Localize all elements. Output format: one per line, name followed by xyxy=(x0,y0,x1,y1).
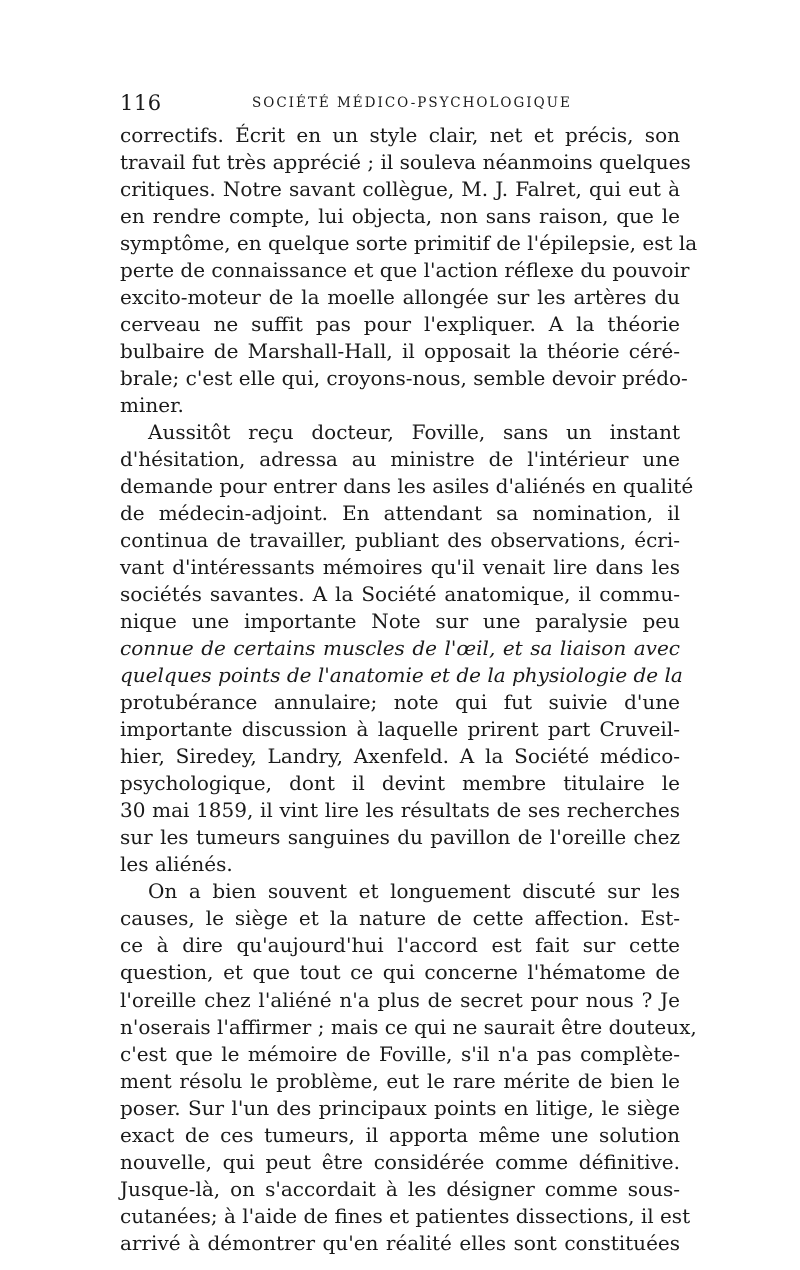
text-line: correctifs. Écrit en un style clair, net et précis, son xyxy=(120,123,680,147)
text-line: nouvelle, qui peut être considérée comme définitive. xyxy=(120,1149,680,1174)
text-line: cutanées; à l'aide de fines et patientes dissections, il est xyxy=(120,1203,691,1228)
text-line: d'hésitation, adressa au ministre de l'intérieur une xyxy=(120,447,680,472)
text-line: On a bien souvent et longuement discuté sur les xyxy=(148,879,680,904)
text-line: n'oserais l'affirmer ; mais ce qui ne saurait être douteux, xyxy=(120,1014,697,1039)
text-line: critiques. Notre savant collègue, M. J. Falret, qui eut à xyxy=(120,177,680,202)
text-line: ce à dire qu'aujourd'hui l'accord est fait sur cette xyxy=(120,933,680,958)
text-line: Jusque-là, on s'accordait à les désigner comme sous- xyxy=(120,1176,680,1201)
text-line: poser. Sur l'un des principaux points en litige, le siège xyxy=(120,1095,680,1120)
text-line: de médecin-adjoint. En attendant sa nomination, il xyxy=(120,501,680,526)
text-line: hier, Siredey, Landry, Axenfeld. A la Société médico- xyxy=(120,744,680,769)
text-line: importante discussion à laquelle prirent part Cruveil- xyxy=(120,717,680,742)
text-line: ment résolu le problème, eut le rare mérite de bien le xyxy=(120,1068,680,1093)
text-line: travail fut très apprécié ; il souleva néanmoins quelques xyxy=(120,150,691,175)
text-line: l'oreille chez l'aliéné n'a plus de secret pour nous ? Je xyxy=(120,987,680,1012)
text-line: bulbaire de Marshall-Hall, il opposait la théorie céré- xyxy=(120,339,680,364)
text-line: sociétés savantes. A la Société anatomique, il commu- xyxy=(120,582,680,607)
text-line: cerveau ne suffit pas pour l'expliquer. A la théorie xyxy=(120,312,680,337)
text-line: sur les tumeurs sanguines du pavillon de l'oreille chez xyxy=(120,825,680,850)
text-line: question, et que tout ce qui concerne l'hématome de xyxy=(120,960,680,985)
running-title: SOCIÉTÉ MÉDICO-PSYCHOLOGIQUE xyxy=(252,95,572,111)
text-line: connue de certains muscles de l'œil, et sa liaison avec xyxy=(120,636,680,661)
text-line: quelques points de l'anatomie et de la physiologie de la xyxy=(120,663,683,688)
text-line: brale; c'est elle qui, croyons-nous, semble devoir prédo- xyxy=(120,366,688,391)
text-line: c'est que le mémoire de Foville, s'il n'a pas complète- xyxy=(120,1041,680,1066)
page-number: 116 xyxy=(120,91,162,115)
page-header xyxy=(120,88,680,122)
text-line: perte de connaissance et que l'action réflexe du pouvoir xyxy=(120,258,690,283)
text-line: symptôme, en quelque sorte primitif de l'épilepsie, est la xyxy=(120,231,698,256)
text-line: les aliénés. xyxy=(120,852,233,877)
body-text xyxy=(120,122,698,1257)
text-line: Aussitôt reçu docteur, Foville, sans un instant xyxy=(148,420,680,445)
text-line: causes, le siège et la nature de cette affection. Est- xyxy=(120,906,680,931)
text-line: arrivé à démontrer qu'en réalité elles sont constituées xyxy=(120,1230,680,1255)
text-line: protubérance annulaire; note qui fut suivie d'une xyxy=(120,690,680,715)
text-line: 30 mai 1859, il vint lire les résultats de ses recherches xyxy=(120,798,680,823)
text-line: en rendre compte, lui objecta, non sans raison, que le xyxy=(120,204,680,229)
text-line: nique une importante Note sur une paralysie peu xyxy=(120,609,680,634)
text-line: vant d'intéressants mémoires qu'il venait lire dans les xyxy=(120,555,680,580)
text-line: miner. xyxy=(120,393,184,418)
text-line: continua de travailler, publiant des observations, écri- xyxy=(120,528,680,553)
text-line: demande pour entrer dans les asiles d'aliénés en qualité xyxy=(120,474,694,499)
text-line: psychologique, dont il devint membre titulaire le xyxy=(120,771,680,796)
text-line: exact de ces tumeurs, il apporta même une solution xyxy=(120,1122,680,1147)
text-line: excito-moteur de la moelle allongée sur les artères du xyxy=(120,285,680,310)
